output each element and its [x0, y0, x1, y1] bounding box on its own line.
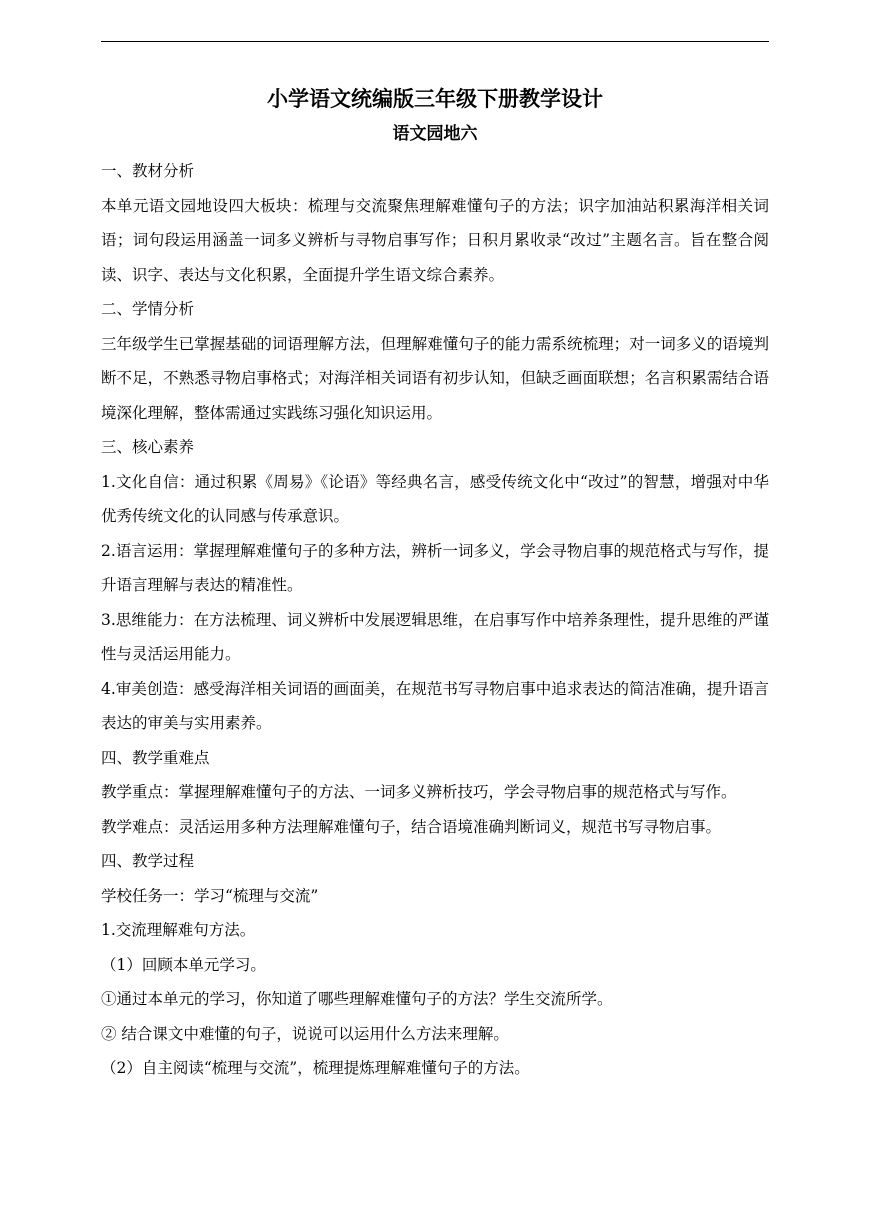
document-subtitle: 语文园地六: [392, 124, 478, 144]
paragraph-cultural-confidence: 1.文化自信：通过积累《周易》《论语》等经典名言，感受传统文化中“改过”的智慧，增强对中华优秀传统文化的认同感与传承意识。: [101, 472, 769, 525]
paragraph-substep-one: （1）回顾本单元学习。: [101, 955, 266, 974]
document-title: 小学语文统编版三年级下册教学设计: [267, 86, 603, 111]
paragraph-teaching-difficulty: 教学难点：灵活运用多种方法理解难懂句子，结合语境准确判断词义，规范书写寻物启事。: [101, 817, 722, 836]
section-heading-teaching-process: 四、教学过程: [101, 852, 195, 870]
paragraph-aesthetic-creation: 4.审美创造：感受海洋相关词语的画面美，在规范书写寻物启事中追求表达的简洁准确，提升语言表达的审美与实用素养。: [101, 679, 769, 732]
paragraph-language-use: 2.语言运用：掌握理解难懂句子的多种方法，辨析一词多义，学会寻物启事的规范格式与写作，提升语言理解与表达的精准性。: [101, 541, 769, 594]
document-body: [101, 84, 769, 1086]
section-heading-core-literacy: 三、核心素养: [101, 438, 195, 456]
section-heading-textbook-analysis: 一、教材分析: [101, 162, 195, 180]
paragraph-substep-two: （2）自主阅读“梳理与交流”，梳理提炼理解难懂句子的方法。: [101, 1059, 530, 1077]
header-rule: [101, 41, 769, 42]
paragraph-task-one: 学校任务一：学习“梳理与交流”: [101, 886, 319, 905]
section-heading-student-analysis: 二、学情分析: [101, 300, 195, 318]
paragraph-point-one: ①通过本单元的学习，你知道了哪些理解难懂句子的方法？学生交流所学。: [101, 990, 613, 1008]
paragraph-teaching-focus: 教学重点：掌握理解难懂句子的方法、一词多义辨析技巧，学会寻物启事的规范格式与写作。: [101, 783, 737, 801]
paragraph-point-two: ② 结合课文中难懂的句子，说说可以运用什么方法来理解。: [101, 1024, 509, 1043]
section-heading-key-difficulties: 四、教学重难点: [101, 748, 210, 767]
paragraph-student-analysis: 三年级学生已掌握基础的词语理解方法，但理解难懂句子的能力需系统梳理；对一词多义的语境判断不足，不熟悉寻物启事格式；对海洋相关词语有初步认知，但缺乏画面联想；名言积累需结合语境深化理解，整体需通过实践练习强化知识运用。: [101, 334, 769, 422]
paragraph-textbook-analysis: 本单元语文园地设四大板块：梳理与交流聚焦理解难懂句子的方法；识字加油站积累海洋相关词语；词句段运用涵盖一词多义辨析与寻物启事写作；日积月累收录“改过”主题名言。旨在整合阅读、识字、表达与文化积累，全面提升学生语文综合素养。: [101, 196, 769, 284]
paragraph-step-one: 1.交流理解难句方法。: [101, 921, 256, 939]
paragraph-thinking-ability: 3.思维能力：在方法梳理、词义辨析中发展逻辑思维，在启事写作中培养条理性，提升思维的严谨性与灵活运用能力。: [101, 610, 769, 663]
